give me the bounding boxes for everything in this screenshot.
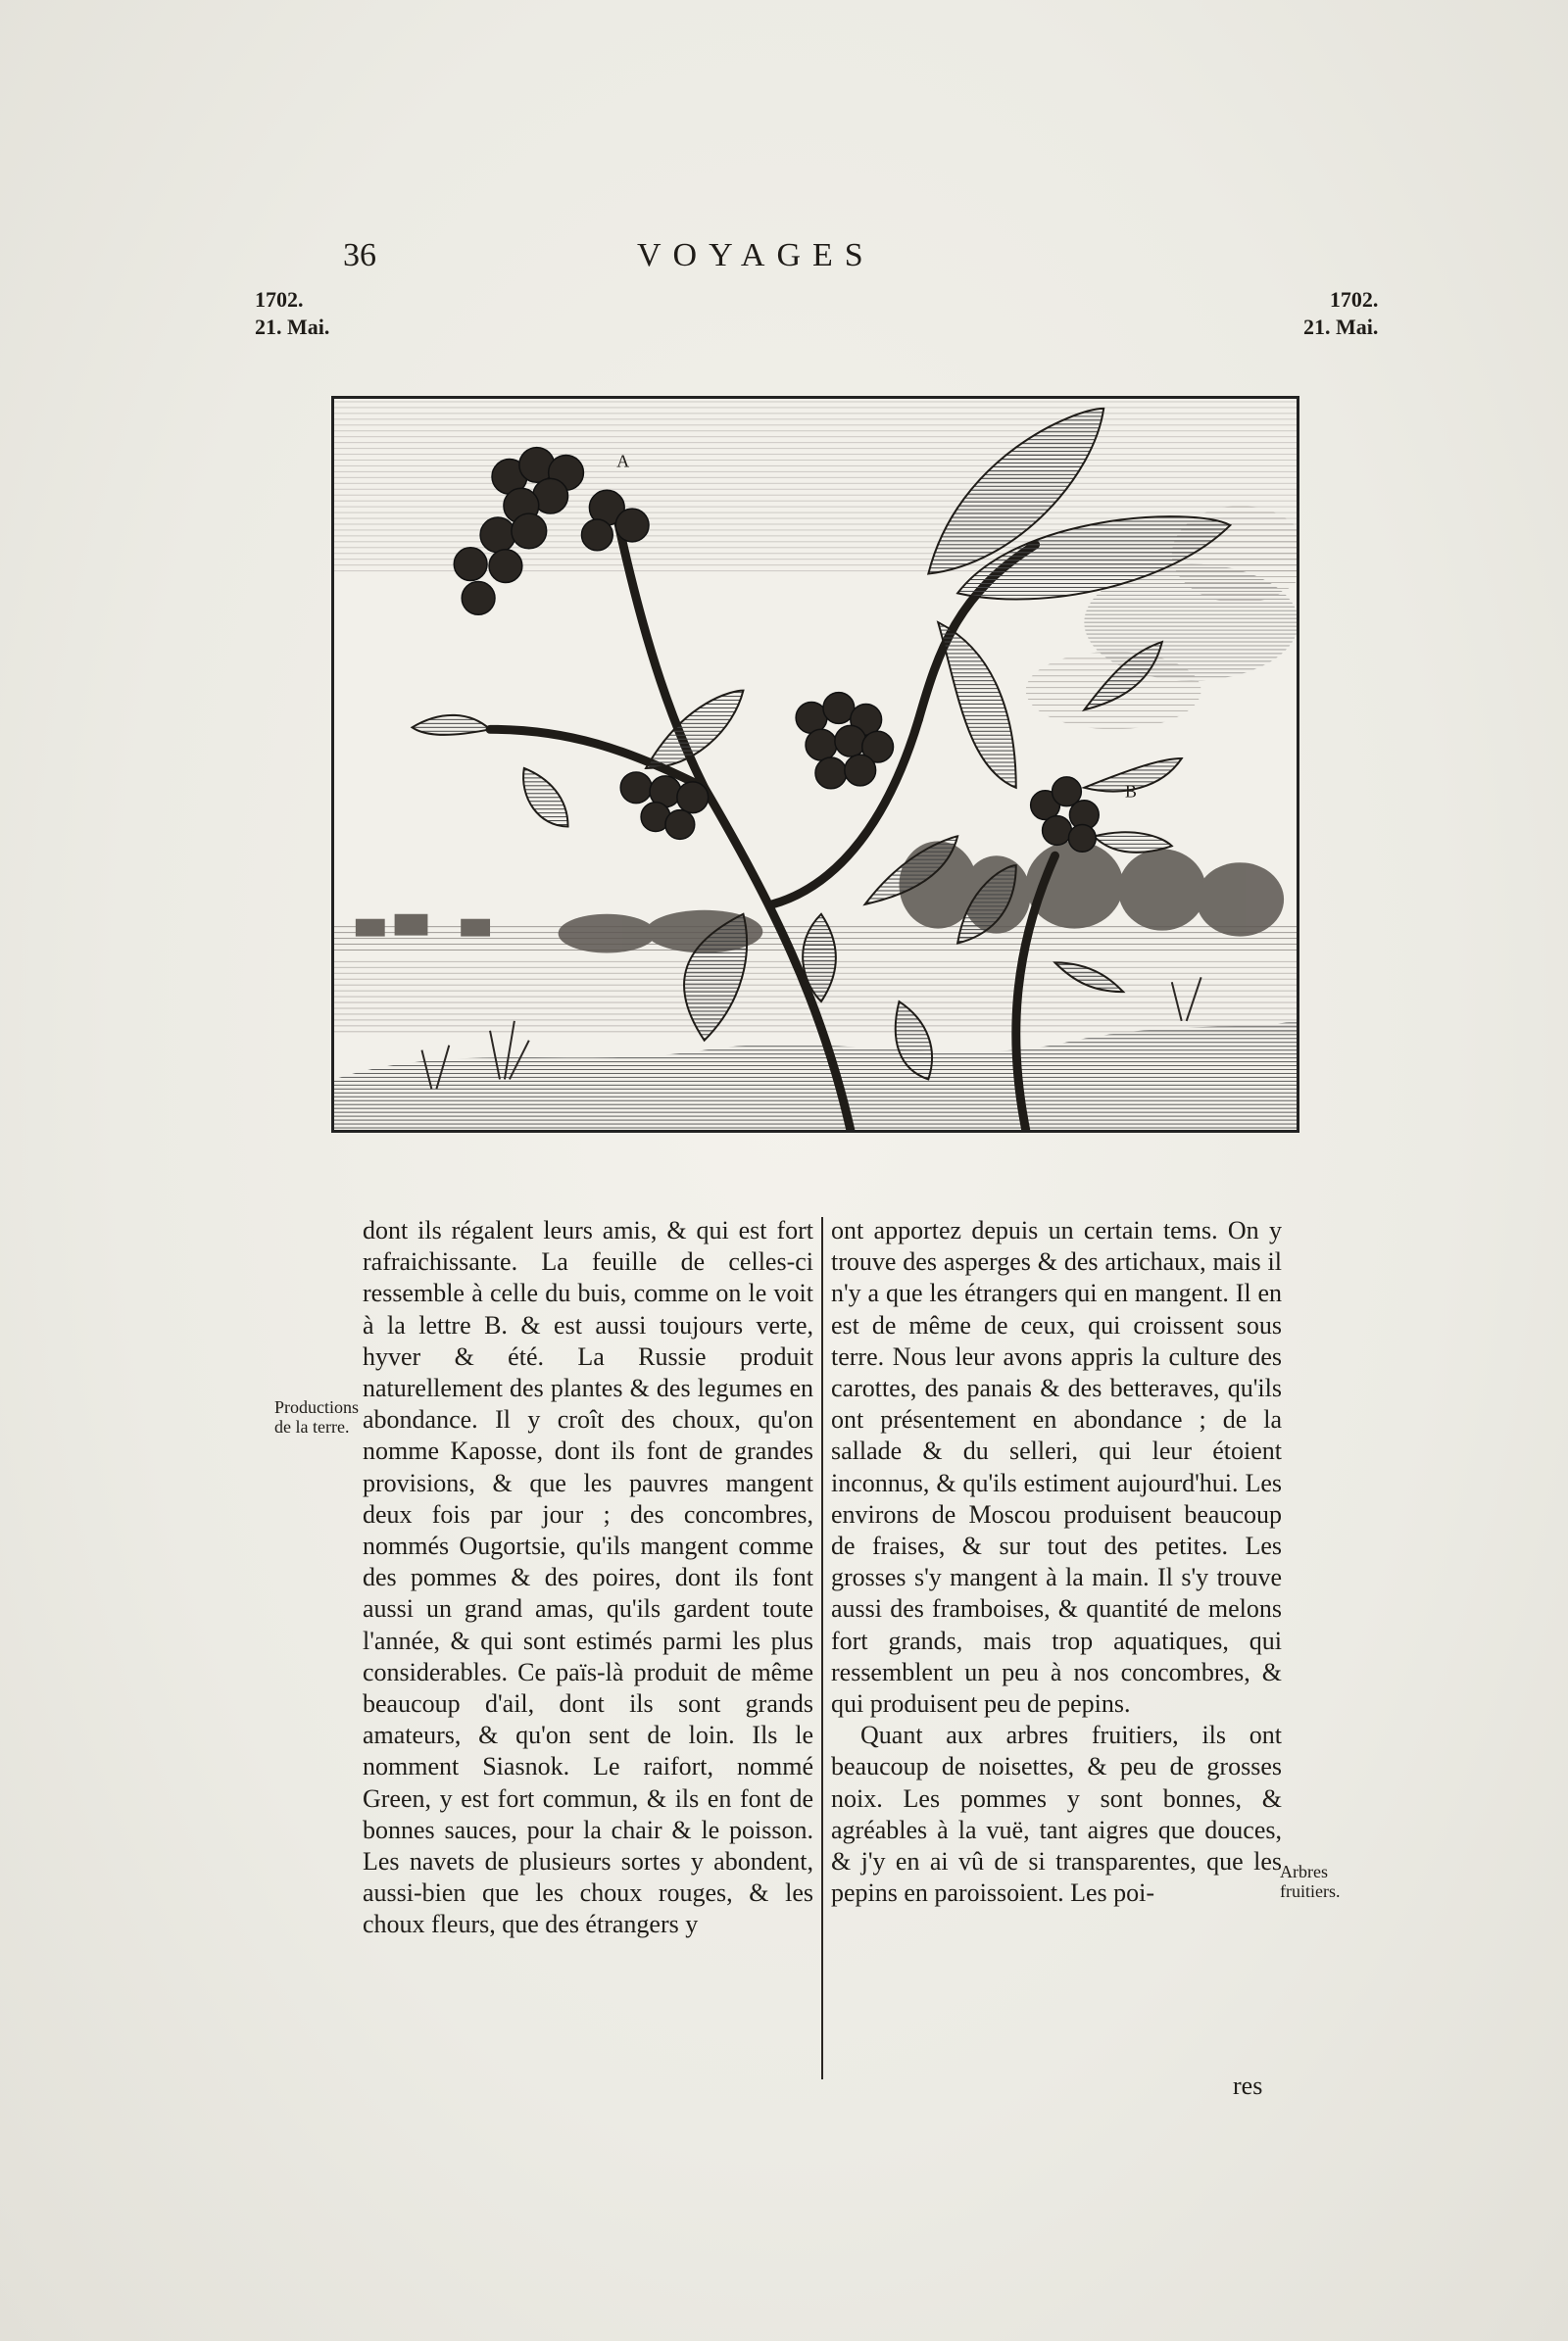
botanical-engraving [334, 399, 1297, 1130]
body-text [363, 1215, 1286, 2117]
date-day-left: 21. Mai. [255, 315, 330, 339]
text-column-right [831, 1215, 1282, 1909]
catchword: res [1233, 2072, 1263, 2100]
date-year-right: 1702. [1329, 287, 1379, 312]
page-number: 36 [343, 237, 376, 273]
column-divider [821, 1217, 823, 2079]
paragraph: Quant aux arbres fruitiers, ils ont beaucoup de noisettes, & peu de grosses noix. Les pommes y sont bonnes, & agréables à la vuë, tant aigres que douces, & j'y en ai vû de si transparentes, que les pepins en paroissoient. Les poi- [831, 1721, 1282, 1908]
date-year-left: 1702. [255, 287, 304, 312]
running-title: VOYAGES [637, 237, 875, 273]
margin-date-left [255, 286, 329, 341]
engraving-plate [331, 396, 1299, 1133]
paragraph: ont apportez depuis un certain tems. On y trouve des asperges & des artichaux, mais il n'y a que les étrangers qui en mangent. Il en est de même de ceux, qui croissent sous terre. Nous leur avons appris la culture des carottes, des panais & des betteraves, qu'ils ont présentement en abondance ; de la sallade & du selleri, qui leur étoient inconnus, & qu'ils estiment aujourd'hui. Les environs de Moscou produisent beaucoup de fraises, & sur tout des petites. Les grosses s'y mangent à la main. Il s'y trouve aussi des framboises, & quantité de melons fort grands, mais trop aquatiques, qui ressemblent un peu à nos concombres, & qui produisent peu de pepins. [831, 1216, 1282, 1719]
plate-label-b: B [1125, 781, 1138, 802]
text-column-left [363, 1215, 813, 1941]
paragraph: dont ils régalent leurs amis, & qui est fort rafraichissante. La feuille de celles-ci ressemble à celle du buis, comme on le voit à la lettre B. & est aussi toujours verte, hyver & été. La Russie produit naturellement des plantes & des legumes en abondance. Il y croît des choux, qu'on nomme Kaposse, dont ils font de grandes provisions, & que les pauvres mangent deux fois par jour ; des concombres, nommés Ougortsie, qu'ils mangent comme des pommes & des poires, dont ils font aussi un grand amas, qu'ils gardent toute l'année, & qui sont estimés parmi les plus considerables. Ce païs-là produit de même beaucoup d'ail, dont ils sont grands amateurs, & qu'on sent de loin. Ils le nomment Siasnok. Le raifort, nommé Green, y est fort commun, & ils en font de bonnes sauces, pour la chair & le poisson. Les navets de plusieurs sortes y abondent, aussi-bien que les choux rouges, & les choux fleurs, que des étrangers y [363, 1216, 813, 1939]
margin-date-right [1303, 286, 1378, 341]
margin-note-arbres: Arbres fruitiers. [1280, 1862, 1341, 1901]
plate-label-a: A [616, 451, 630, 471]
date-day-right: 21. Mai. [1303, 315, 1379, 339]
margin-note-productions: Productions de la terre. [274, 1397, 360, 1437]
